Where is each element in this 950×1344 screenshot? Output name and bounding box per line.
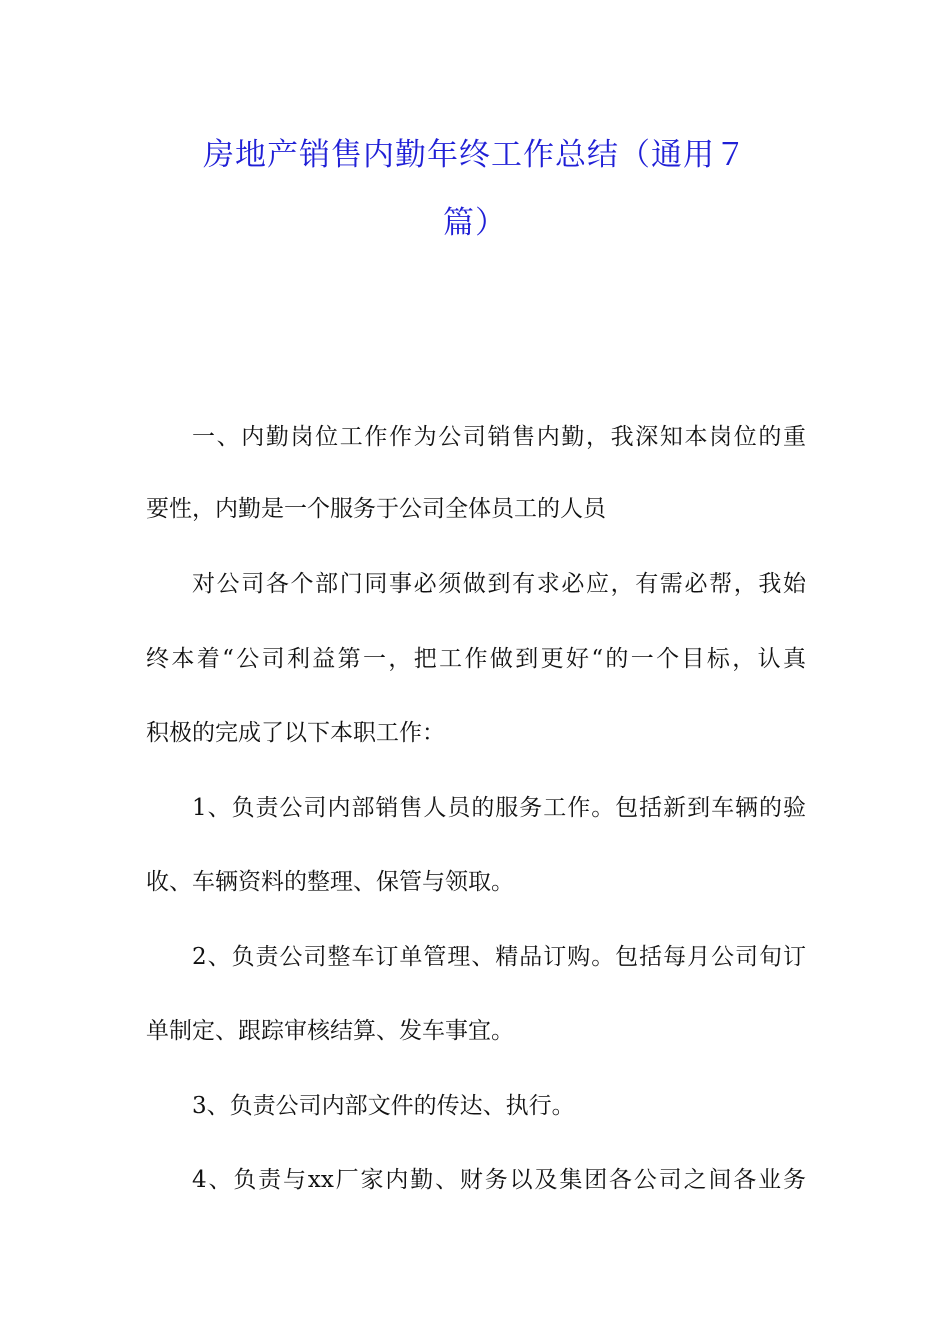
body-line: 1、负责公司内部销售人员的服务工作。包括新到车辆的验 xyxy=(192,795,806,821)
document-title-line-1: 房地产销售内勤年终工作总结（通用７ xyxy=(203,137,747,173)
body-line: 终本着“公司利益第一，把工作做到更好“的一个目标，认真 xyxy=(146,646,806,672)
body-line: 3、负责公司内部文件的传达、执行。 xyxy=(192,1093,575,1119)
body-line: 2、负责公司整车订单管理、精品订购。包括每月公司旬订 xyxy=(192,944,806,970)
body-line: 4、负责与xx厂家内勤、财务以及集团各公司之间各业务 xyxy=(192,1167,806,1193)
body-line: 对公司各个部门同事必须做到有求必应，有需必帮，我始 xyxy=(192,571,806,597)
body-line: 单制定、跟踪审核结算、发车事宜。 xyxy=(146,1018,514,1044)
body-line: 一、内勤岗位工作作为公司销售内勤，我深知本岗位的重 xyxy=(192,424,806,450)
body-line: 积极的完成了以下本职工作： xyxy=(146,720,445,746)
body-line: 要性，内勤是一个服务于公司全体员工的人员 xyxy=(146,496,606,522)
document-title-line-2: 篇） xyxy=(443,205,507,241)
body-line: 收、车辆资料的整理、保管与领取。 xyxy=(146,869,514,895)
